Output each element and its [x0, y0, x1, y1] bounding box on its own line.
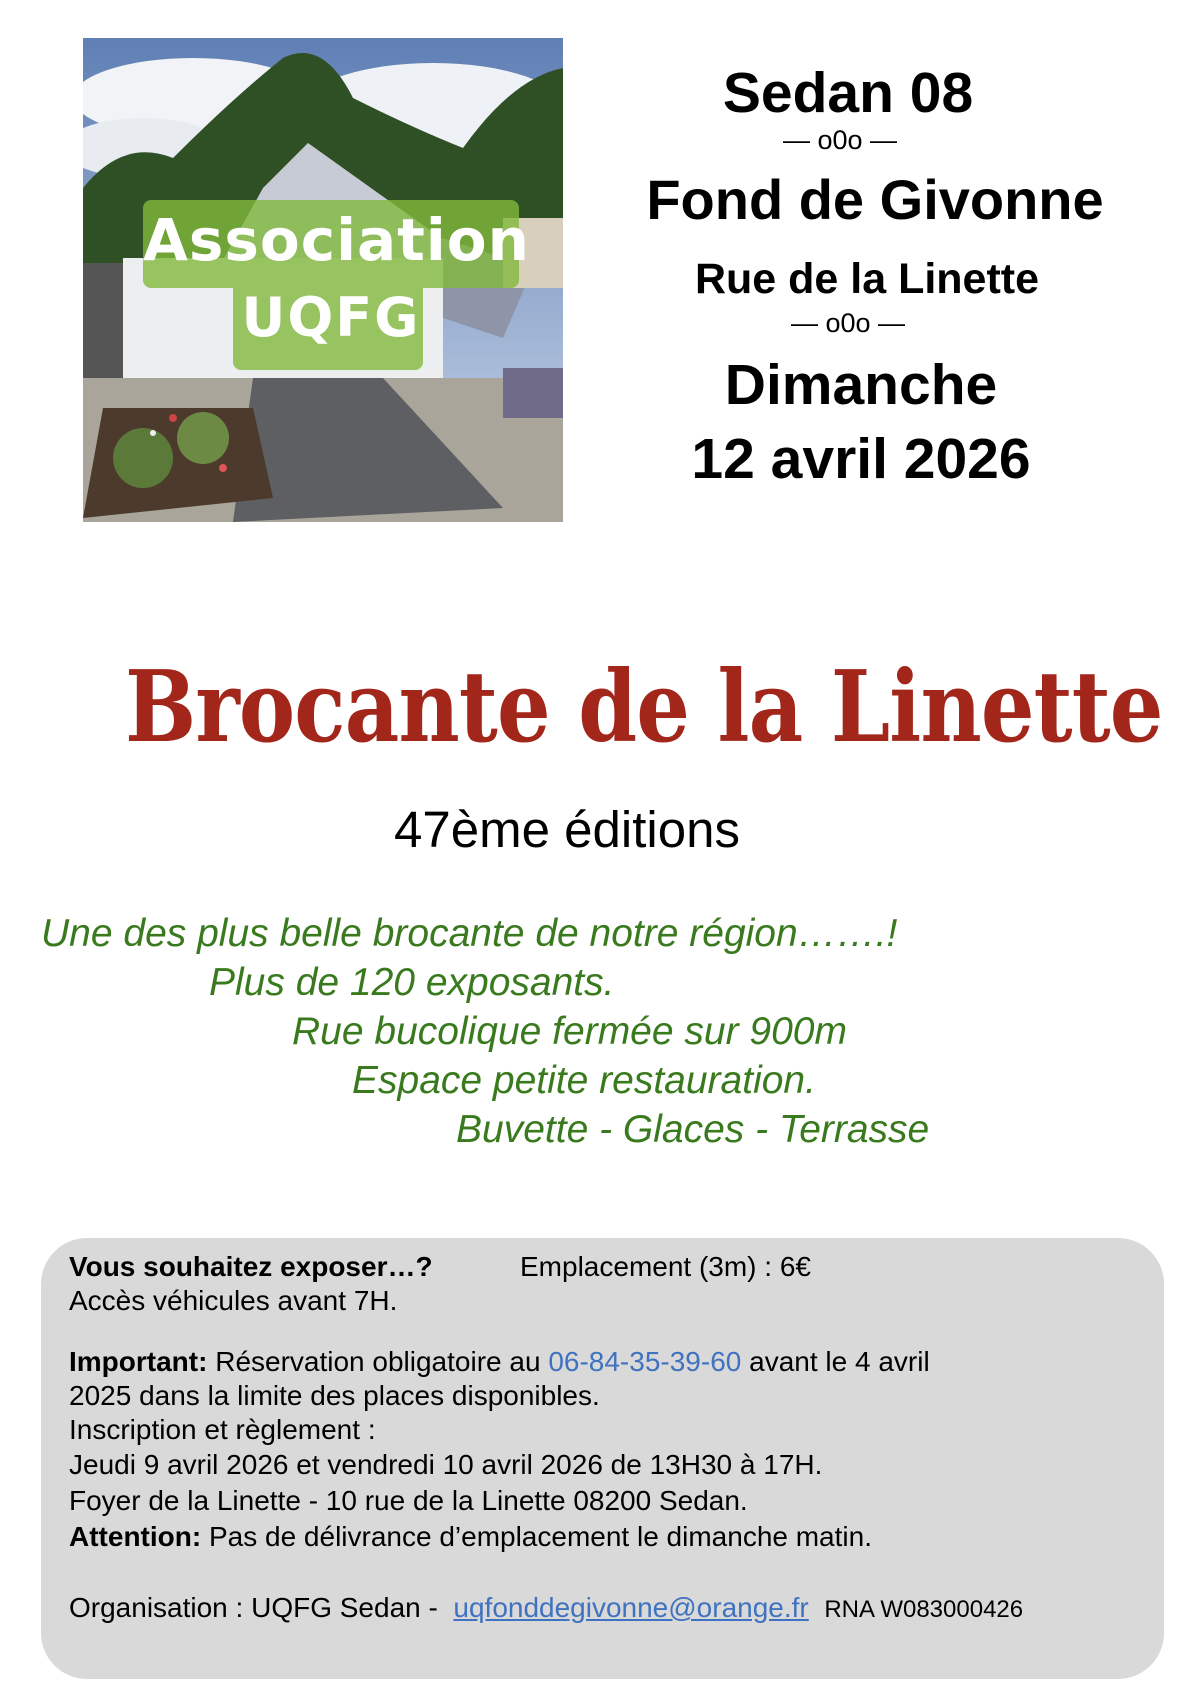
expose-label: Vous souhaitez exposer…?: [69, 1251, 433, 1282]
separator: — o0o —: [782, 125, 898, 155]
organisation-text: Organisation : UQFG Sedan -: [69, 1592, 454, 1623]
date-heading: 12 avril 2026: [691, 427, 1031, 491]
attention-text: Pas de délivrance d’emplacement le dimanche matin.: [201, 1521, 872, 1552]
association-photo: [83, 38, 563, 522]
phone-link[interactable]: 06-84-35-39-60: [548, 1346, 742, 1377]
tagline: Une des plus belle brocante de notre région…….!: [41, 912, 898, 955]
reservation-text: Réservation obligatoire au: [207, 1346, 549, 1377]
tagline: Espace petite restauration.: [352, 1059, 816, 1102]
price-text: Emplacement (3m) : 6€: [520, 1251, 811, 1282]
important-line: [69, 1346, 930, 1378]
banner-text-uqfg: UQFG: [241, 286, 421, 349]
inscription-text: Inscription et règlement :: [69, 1414, 376, 1445]
attention-line: [69, 1521, 872, 1553]
day-heading: Dimanche: [724, 353, 998, 417]
street-heading: Rue de la Linette: [694, 255, 1040, 303]
reservation-deadline: avant le 4 avril: [741, 1346, 930, 1377]
attention-label: Attention:: [69, 1521, 202, 1552]
separator: — o0o —: [790, 308, 906, 338]
banner-text-association: Association: [143, 206, 530, 274]
event-title: Brocante de la Linette: [125, 650, 1163, 765]
tagline: Rue bucolique fermée sur 900m: [292, 1010, 847, 1053]
rna-text: RNA W083000426: [824, 1596, 1024, 1623]
address-text: Foyer de la Linette - 10 rue de la Linette 08200 Sedan.: [69, 1485, 748, 1516]
tagline: Buvette - Glaces - Terrasse: [456, 1108, 930, 1151]
city-heading: Sedan 08: [722, 61, 974, 125]
tagline: Plus de 120 exposants.: [209, 961, 615, 1004]
important-label: Important:: [69, 1346, 208, 1377]
dates-text: Jeudi 9 avril 2026 et vendredi 10 avril 2026 de 13H30 à 17H.: [69, 1449, 823, 1480]
organisation-line: [69, 1592, 1023, 1624]
email-link[interactable]: uqfonddegivonne@orange.fr: [453, 1592, 809, 1623]
reservation-line2: 2025 dans la limite des places disponibles.: [69, 1380, 600, 1411]
access-text: Accès véhicules avant 7H.: [69, 1285, 398, 1316]
district-heading: Fond de Givonne: [646, 168, 1104, 231]
edition-label: 47ème éditions: [394, 801, 740, 858]
expose-line: [69, 1251, 433, 1283]
